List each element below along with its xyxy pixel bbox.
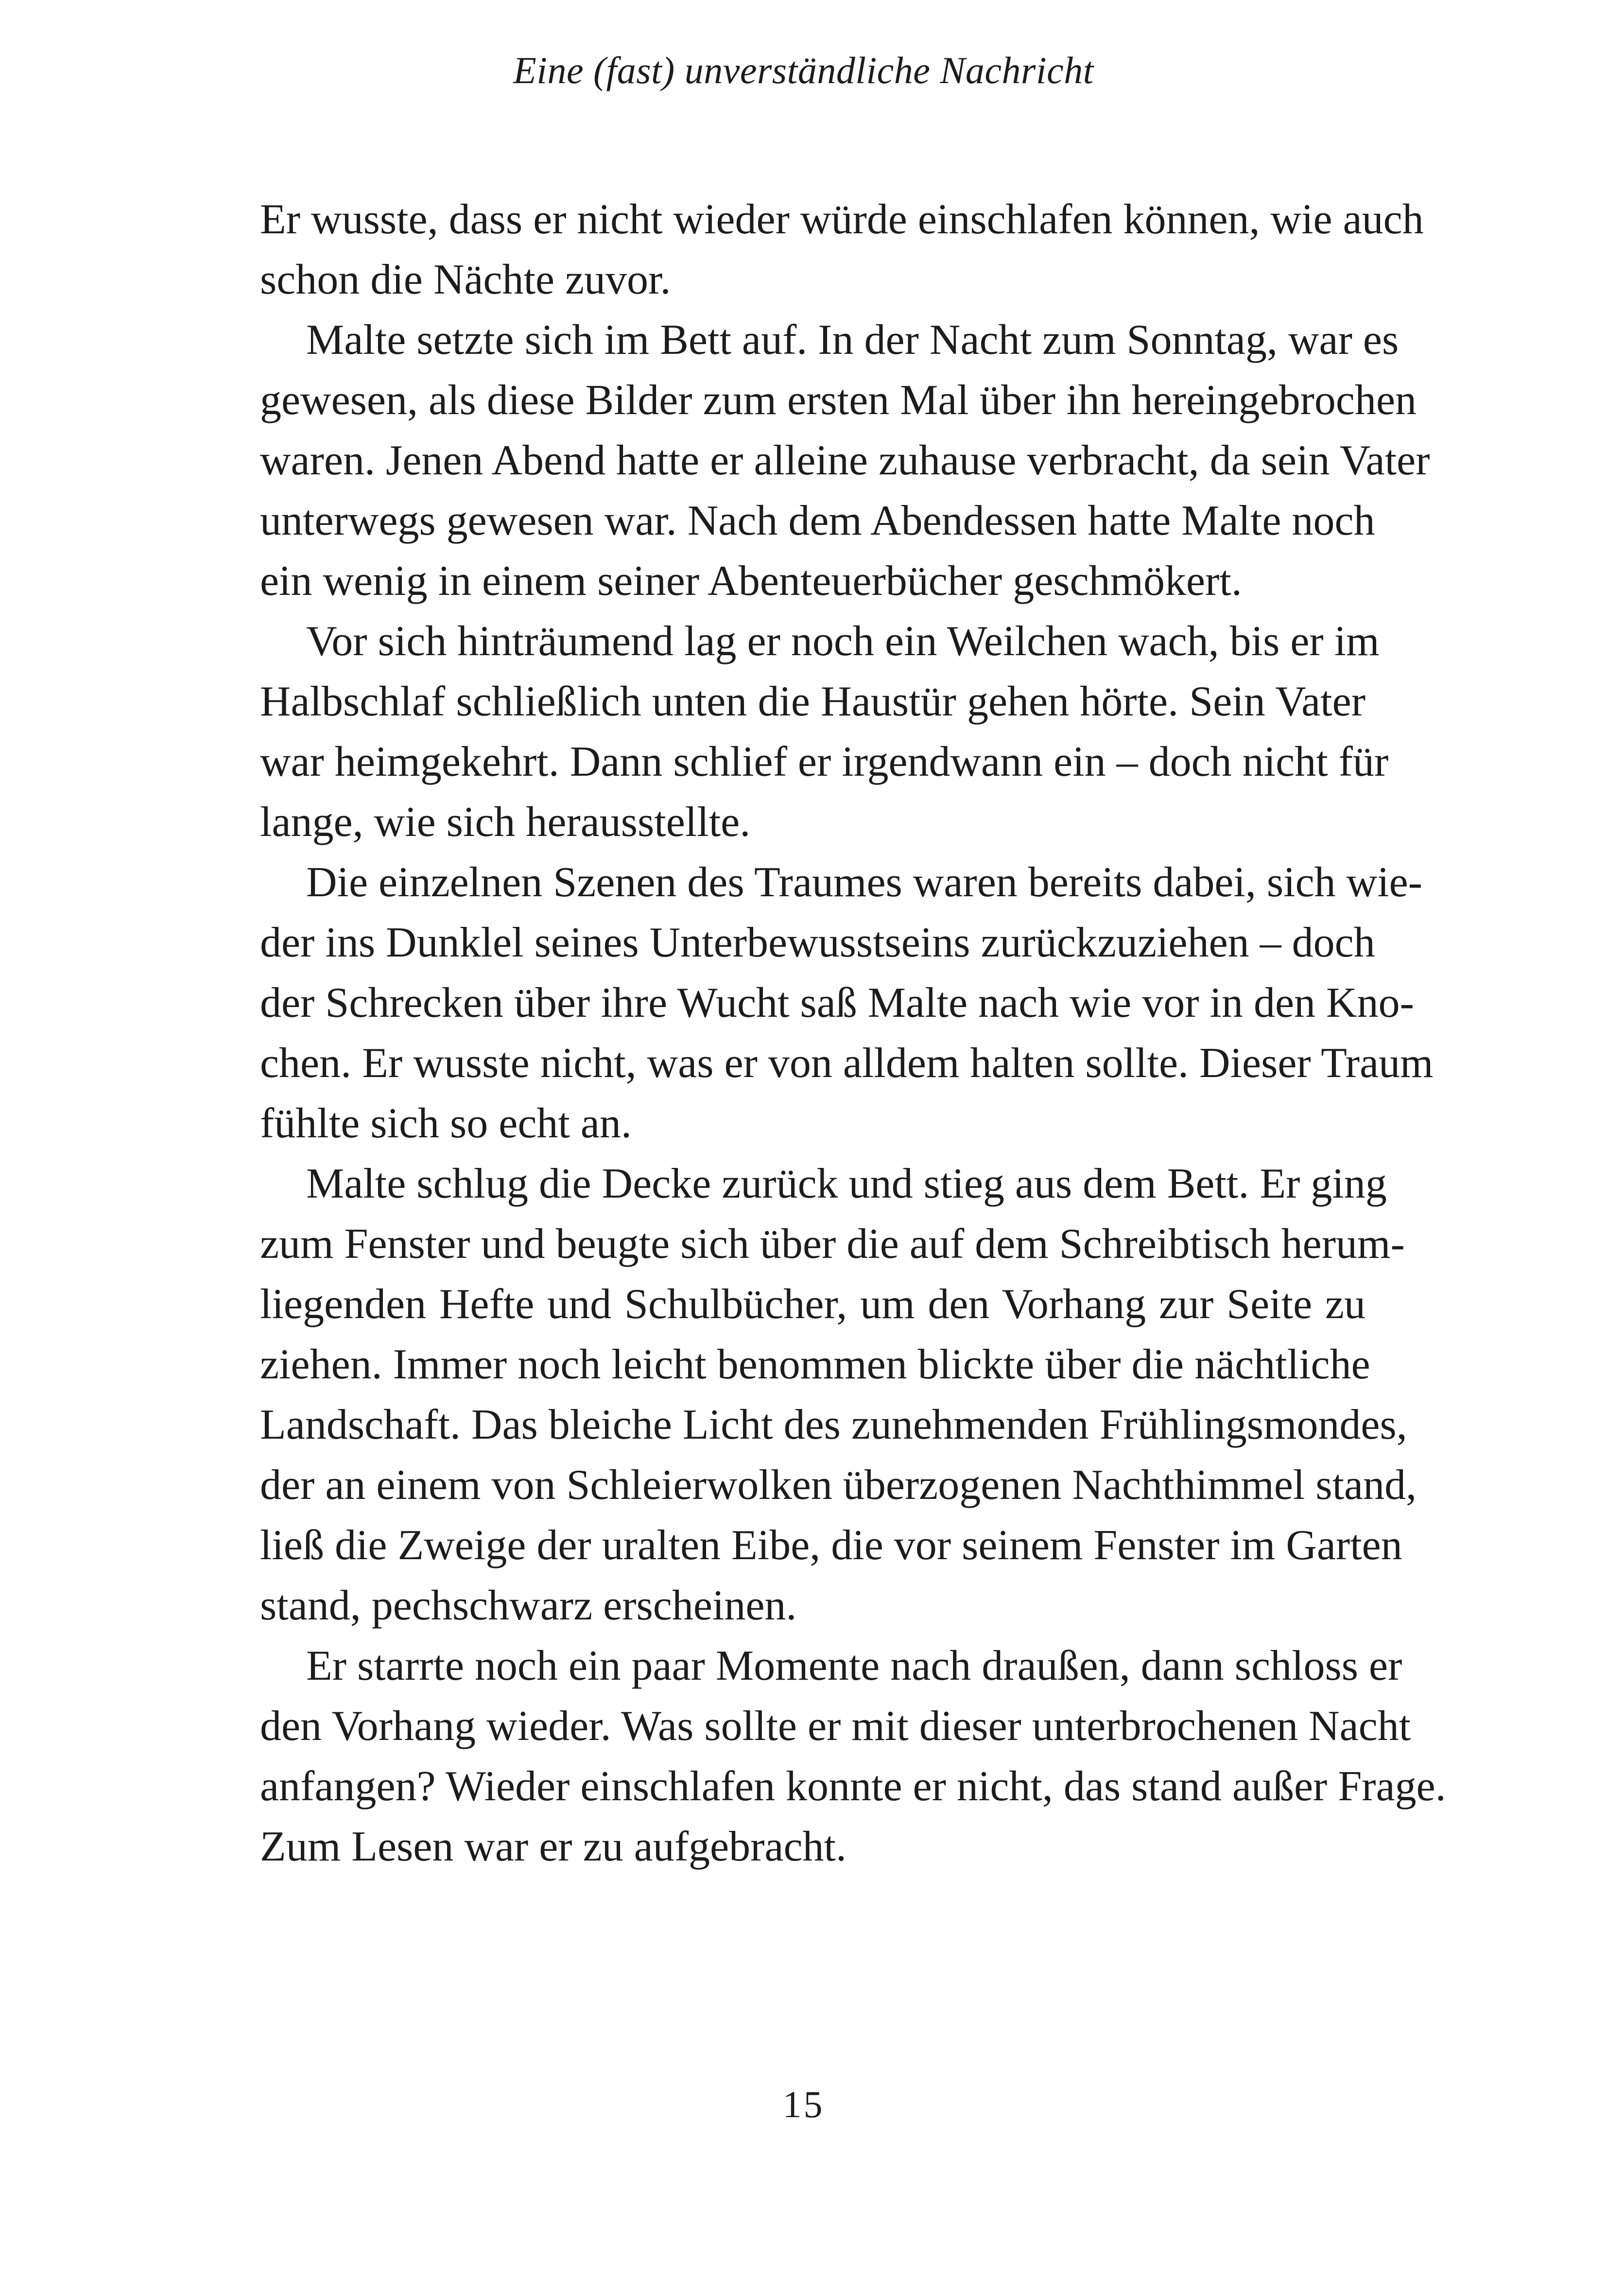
text-line: schon die Nächte zuvor. [260, 256, 671, 303]
text-line: Er starrte noch ein paar Momente nach draußen, dann schloss er [306, 1642, 1402, 1689]
text-line: Die einzelnen Szenen des Traumes waren bereits dabei, sich wie- [306, 859, 1423, 906]
text-line: unterwegs gewesen war. Nach dem Abendessen hatte Malte noch [260, 497, 1375, 544]
text-line: der an einem von Schleierwolken überzogenen Nachthimmel stand, [260, 1461, 1417, 1509]
text-line: Halbschlaf schließlich unten die Haustür gehen hörte. Sein Vater [260, 678, 1365, 725]
text-line: Zum Lesen war er zu aufgebracht. [260, 1823, 847, 1870]
text-line: liegenden Hefte und Schulbücher, um den Vorhang zur Seite zu [260, 1281, 1365, 1328]
text-line: den Vorhang wieder. Was sollte er mit dieser unterbrochenen Nacht [260, 1703, 1411, 1750]
text-line: lange, wie sich herausstellte. [260, 799, 751, 846]
text-line: Vor sich hinträumend lag er noch ein Weilchen wach, bis er im [306, 618, 1380, 665]
text-line: der ins Dunklel seines Unterbewusstseins zurückzuziehen – doch [260, 919, 1375, 966]
text-line: Malte setzte sich im Bett auf. In der Nacht zum Sonntag, war es [306, 316, 1399, 364]
body-text [260, 190, 1446, 1877]
text-line: anfangen? Wieder einschlafen konnte er nicht, das stand außer Frage. [260, 1763, 1446, 1810]
text-line: Landschaft. Das bleiche Licht des zunehmenden Frühlingsmondes, [260, 1401, 1407, 1448]
text-line: stand, pechschwarz erscheinen. [260, 1582, 797, 1629]
page-number: 15 [782, 2083, 825, 2125]
text-line: ein wenig in einem seiner Abenteuerbücher geschmökert. [260, 557, 1242, 605]
text-line: chen. Er wusste nicht, was er von alldem halten sollte. Dieser Traum [260, 1040, 1434, 1087]
text-line: zum Fenster und beugte sich über die auf dem Schreibtisch herum- [260, 1220, 1405, 1268]
text-line: der Schrecken über ihre Wucht saß Malte nach wie vor in den Kno- [260, 979, 1414, 1026]
text-line: Er wusste, dass er nicht wieder würde einschlafen können, wie auch [260, 196, 1424, 243]
text-line: ziehen. Immer noch leicht benommen blickte über die nächtliche [260, 1341, 1370, 1388]
text-line: war heimgekehrt. Dann schlief er irgendwann ein – doch nicht für [260, 738, 1389, 785]
text-line: fühlte sich so echt an. [260, 1100, 632, 1147]
text-line: ließ die Zweige der uralten Eibe, die vor seinem Fenster im Garten [260, 1522, 1402, 1569]
text-line: Malte schlug die Decke zurück und stieg aus dem Bett. Er ging [306, 1160, 1387, 1207]
text-line: gewesen, als diese Bilder zum ersten Mal über ihn hereingebrochen [260, 377, 1417, 424]
running-header-title: Eine (fast) unverständliche Nachricht [513, 49, 1094, 91]
text-line: waren. Jenen Abend hatte er alleine zuhause verbracht, da sein Vater [260, 437, 1430, 484]
